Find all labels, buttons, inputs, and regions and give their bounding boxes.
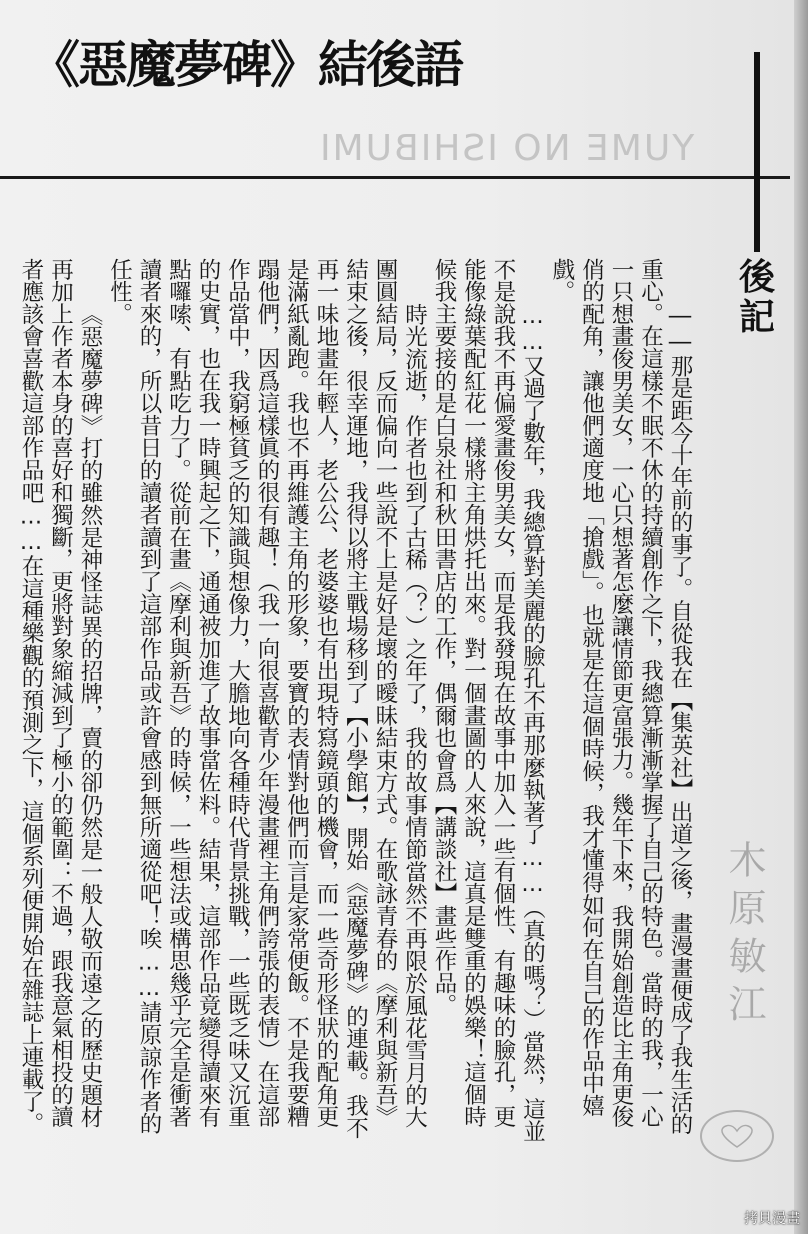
vertical-rule [754, 52, 760, 252]
paragraph: 《惡魔夢碑》打的雖然是神怪誌異的招牌，賣的卻仍然是一般人敬而遠之的歷史題材再加上作者本身的喜好和獨斷，更將對象縮減到了極小的範圍：不過，跟我意氣相投的讀者應該會喜歡這部作品吧……在這種樂觀的預測之下，這個系列便開始在雜誌上連載了。 [18, 258, 103, 1135]
horizontal-rule [0, 176, 790, 179]
page-title: 《惡魔夢碑》結後語 [30, 36, 462, 94]
paragraph: ……又過了數年，我總算對美麗的臉孔不再那麼執著了……（真的嗎？）當然，這並不是說我不再偏愛畫俊男美女，而是我發現在故事中加入一些有個性、有趣味的臉孔，更能像綠葉配紅花一樣將主角烘托出來。對一個畫圖的人來說，這真是雙重的娛樂！這個時候我主要接的是白泉社和秋田書店的工作，偶爾也會爲【講談社】畫些作品。 [431, 258, 546, 1143]
paragraph: ――那是距今十年前的事了。自從我在【集英社】出道之後，畫漫畫便成了我生活的重心。在這樣不眠不休的持續創作之下，我總算漸漸掌握了自己的特色。當時的我，一心一只想畫俊男美女，一心只想著怎麼讓情節更富張力。幾年下來，我開始創造比主角更俊俏的配角，讓他們適度地「搶戲」。也就是在這個時候，我才懂得如何在自己的作品中嬉戲。 [549, 258, 693, 1136]
article-body [18, 258, 694, 1148]
paragraph: 時光流逝，作者也到了古稀（？）之年了，我的故事情節當然不再限於風花雪月的大團圓結局，反而偏向一些說不上是好是壞的曖昧結束方式。在歌詠青春的《摩利與新吾》結束之後，很幸運地，我得以將主戰場移到了【小學館】，開始《惡魔夢碑》的連載。我不再一味地畫年輕人，老公公、老婆婆也有出現特寫鏡頭的機會，而一些奇形怪狀的配角更是滿紙亂跑。我也不再維護主角的形象，要寶的表情對他們而言是家常便飯。不是我要糟蹋他們，因爲這樣眞的很有趣！（我一向很喜歡青少年漫畫裡主角們誇張的表情）在這部作品當中，我窮極貧乏的知識與想像力，大膽地向各種時代背景挑戰，一些既乏味又沉重的史實，也在我一時興起之下，通通被加進了故事當佐料。結果，這部作品竟變得讀來有點囉嗦、有點吃力了。從前在畫《摩利與新吾》的時候，一些想法或構思幾乎完全是衝著讀者來的，所以昔日的讀者讀到了這部作品或許會感到無所適從吧！唉……請原諒作者的任性。 [106, 258, 428, 1139]
heart-doodle-icon [712, 1121, 762, 1151]
author-signature: 木原敏江 [722, 840, 766, 1032]
signature-doodle [700, 1110, 774, 1162]
book-binding-edge [794, 0, 808, 1234]
watermark: 拷貝漫畫 [744, 1211, 800, 1227]
section-label: 後記 [738, 257, 775, 338]
bleed-through-text: YUME NO ISHIBUMI [318, 128, 695, 169]
